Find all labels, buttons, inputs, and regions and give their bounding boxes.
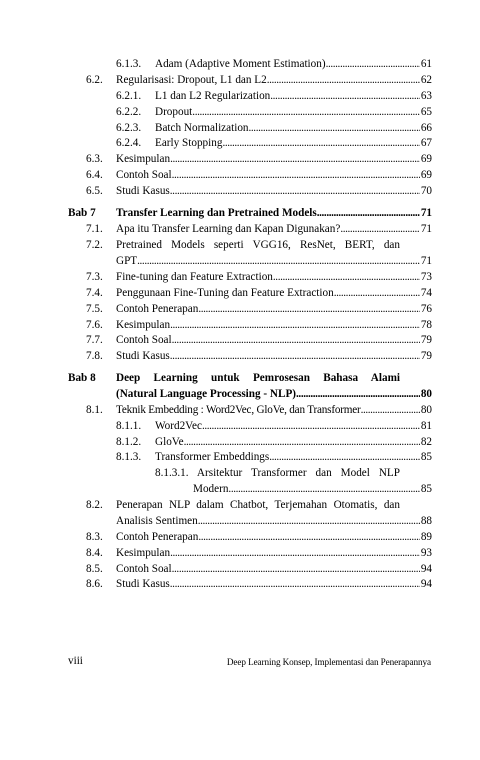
dot-leader	[267, 73, 420, 88]
toc-row	[0, 318, 480, 333]
toc-page: 79	[420, 334, 432, 346]
toc-row	[0, 270, 480, 285]
toc-entry	[116, 152, 432, 167]
toc-row-continuation	[0, 482, 480, 497]
toc-page: 94	[420, 578, 432, 590]
toc-page: 80	[420, 404, 432, 416]
toc-page: 85	[420, 483, 432, 495]
toc-entry	[116, 530, 432, 545]
toc-page: 67	[420, 137, 432, 149]
toc-title[interactable]: Kesimpulan	[116, 153, 171, 165]
toc-page: 74	[420, 287, 432, 299]
toc-entry	[155, 121, 432, 136]
toc-number: 6.3.	[86, 153, 103, 165]
toc-title[interactable]: Apa itu Transfer Learning dan Kapan Digunakan?	[116, 223, 341, 235]
toc-title[interactable]: Penerapan NLP dalam Chatbot, Terjemahan Otomatis, dan	[116, 499, 400, 511]
toc-title[interactable]: Contoh Soal	[116, 334, 172, 346]
toc-number: 7.7.	[86, 334, 103, 346]
toc-entry	[116, 546, 432, 561]
toc-title[interactable]: Modern	[193, 483, 229, 495]
toc-entry	[116, 333, 432, 348]
running-footer-title: Deep Learning Konsep, Implementasi dan Penerapannya	[226, 657, 431, 667]
dot-leader	[170, 184, 420, 199]
toc-number: 8.1.1.	[116, 420, 142, 432]
toc-entry	[116, 238, 400, 253]
toc-page: 94	[420, 563, 432, 575]
toc-title[interactable]: Word2Vec	[155, 420, 202, 432]
toc-chapter-row-continuation	[0, 387, 480, 402]
dot-leader	[334, 286, 420, 301]
toc-entry	[116, 73, 432, 88]
toc-page: 85	[420, 451, 432, 463]
toc-title[interactable]: Pretrained Models seperti VGG16, ResNet, BERT, dan	[116, 239, 400, 251]
toc-number: 8.3.	[86, 531, 103, 543]
toc-page: 79	[420, 350, 432, 362]
dot-leader	[170, 577, 420, 592]
toc-number: 8.1.3.	[116, 451, 142, 463]
toc-page: 71	[420, 223, 432, 235]
toc-row	[0, 238, 480, 253]
toc-title[interactable]: Studi Kasus	[116, 578, 170, 590]
toc-page: 65	[420, 106, 432, 118]
toc-title[interactable]: Kesimpulan	[116, 319, 171, 331]
toc-title[interactable]: 8.1.3.1. Arsitektur Transformer dan Model NLP	[155, 467, 400, 479]
toc-row	[0, 121, 480, 136]
toc-number: 6.1.3.	[116, 58, 142, 70]
toc-title[interactable]: Penggunaan Fine-Tuning dan Feature Extraction	[116, 287, 334, 299]
toc-number: 7.4.	[86, 287, 103, 299]
toc-row	[0, 435, 480, 450]
toc-page: 66	[420, 122, 432, 134]
toc-page: 93	[420, 547, 432, 559]
dot-leader	[170, 349, 420, 364]
toc-number: 7.5.	[86, 303, 103, 315]
toc-number: 8.5.	[86, 563, 103, 575]
toc-row	[0, 498, 480, 513]
toc-entry	[116, 562, 432, 577]
toc-entry	[116, 286, 432, 301]
toc-entry	[116, 206, 432, 221]
toc-page: 63	[420, 90, 432, 102]
dot-leader	[222, 136, 419, 151]
toc-number: 7.1.	[86, 223, 103, 235]
toc-entry	[116, 254, 432, 269]
toc-number: 8.2.	[86, 499, 103, 511]
toc-entry	[116, 168, 432, 183]
dot-leader	[198, 530, 419, 545]
toc-number: 6.5.	[86, 185, 103, 197]
toc-row	[0, 152, 480, 167]
toc-title[interactable]: Contoh Penerapan	[116, 531, 199, 543]
toc-row	[0, 184, 480, 199]
dot-leader	[170, 546, 420, 561]
toc-entry	[116, 222, 432, 237]
dot-leader	[172, 562, 420, 577]
toc-entry	[116, 577, 432, 592]
chapter-number: Bab 8	[68, 372, 96, 384]
toc-number: 7.2.	[86, 239, 103, 251]
toc-entry	[116, 349, 432, 364]
toc-title[interactable]: Analisis Sentimen	[116, 515, 198, 527]
toc-page: 76	[420, 303, 432, 315]
toc-page: 62	[420, 74, 432, 86]
dot-leader	[172, 168, 420, 183]
toc-number: 7.8.	[86, 350, 103, 362]
toc-number: 6.2.2.	[116, 106, 142, 118]
toc-title[interactable]: Dropout	[155, 106, 193, 118]
toc-title[interactable]: Adam (Adaptive Moment Estimation)	[155, 58, 326, 70]
toc-title[interactable]: Regularisasi: Dropout, L1 dan L2	[116, 74, 267, 86]
dot-leader	[137, 254, 420, 269]
toc-title[interactable]: Fine-tuning dan Feature Extraction	[116, 271, 273, 283]
toc-number: 6.4.	[86, 169, 103, 181]
dot-leader	[202, 419, 420, 434]
toc-entry	[116, 318, 432, 333]
toc-entry	[155, 105, 432, 120]
dot-leader	[249, 121, 420, 136]
toc-entry	[155, 136, 432, 151]
toc-entry	[116, 498, 400, 513]
toc-row	[0, 546, 480, 561]
toc-page: 70	[420, 185, 432, 197]
toc-row	[0, 105, 480, 120]
toc-number: 7.3.	[86, 271, 103, 283]
chapter-number: Bab 7	[68, 207, 96, 219]
toc-page: 88	[420, 515, 432, 527]
toc-number: 8.6.	[86, 578, 103, 590]
dot-leader	[270, 89, 420, 104]
toc-entry	[155, 435, 432, 450]
toc-row	[0, 168, 480, 183]
chapter-title[interactable]: Deep Learning untuk Pemrosesan Bahasa Alami	[116, 372, 400, 384]
toc-entry	[155, 466, 400, 481]
toc-row	[0, 403, 480, 418]
toc-title[interactable]: GloVe	[155, 436, 184, 448]
toc-row	[0, 73, 480, 88]
toc-page: 78	[420, 319, 432, 331]
dot-leader	[340, 222, 420, 237]
toc-number: 7.6.	[86, 319, 103, 331]
toc-title[interactable]: Studi Kasus	[116, 350, 170, 362]
toc-page: 82	[420, 436, 432, 448]
dot-leader	[228, 482, 419, 497]
dot-leader	[172, 333, 420, 348]
toc-title[interactable]: Teknik Embedding : Word2Vec, GloVe, dan Transformer	[116, 404, 361, 416]
dot-leader	[198, 514, 420, 529]
toc-title[interactable]: Contoh Soal	[116, 563, 172, 575]
toc-entry	[193, 482, 432, 497]
toc-number: 6.2.	[86, 74, 103, 86]
toc-title[interactable]: Contoh Soal	[116, 169, 172, 181]
toc-row	[0, 286, 480, 301]
toc-row	[0, 349, 480, 364]
toc-page: 89	[420, 531, 432, 543]
toc-page: 71	[420, 255, 432, 267]
toc-entry	[116, 270, 432, 285]
toc-row-continuation	[0, 254, 480, 269]
dot-leader	[296, 387, 420, 402]
toc-number: 8.4.	[86, 547, 103, 559]
toc-entry	[116, 302, 432, 317]
toc-page: 80	[420, 388, 432, 400]
dot-leader	[170, 152, 420, 167]
dot-leader	[326, 57, 420, 72]
toc-row	[0, 577, 480, 592]
dot-leader	[170, 318, 420, 333]
dot-leader	[184, 435, 420, 450]
toc-entry	[116, 184, 432, 199]
toc-page: 71	[420, 207, 432, 219]
page-number-label: viii	[68, 655, 83, 667]
toc-number: 6.2.1.	[116, 90, 142, 102]
toc-title[interactable]: Batch Normalization	[155, 122, 249, 134]
dot-leader	[273, 270, 420, 285]
toc-number: 8.1.2.	[116, 436, 142, 448]
chapter-title[interactable]: (Natural Language Processing - NLP)	[116, 388, 297, 400]
dot-leader	[317, 206, 420, 221]
toc-row	[0, 419, 480, 434]
toc-entry	[155, 89, 432, 104]
toc-number: 6.2.3.	[116, 122, 142, 134]
dot-leader	[269, 450, 420, 465]
toc-entry	[116, 387, 432, 402]
toc-chapter-row	[0, 206, 480, 221]
toc-row	[0, 89, 480, 104]
toc-title[interactable]: Transformer Embeddings	[155, 451, 270, 463]
toc-title[interactable]: L1 dan L2 Regularization	[155, 90, 271, 102]
toc-row	[0, 562, 480, 577]
toc-title[interactable]: Early Stopping	[155, 137, 223, 149]
toc-page: 73	[420, 271, 432, 283]
toc-entry	[116, 371, 400, 386]
toc-row	[0, 466, 480, 481]
toc-row	[0, 530, 480, 545]
toc-number: 8.1.	[86, 404, 103, 416]
dot-leader	[198, 302, 419, 317]
toc-row	[0, 57, 480, 72]
toc-row	[0, 222, 480, 237]
toc-entry	[116, 403, 432, 418]
chapter-title[interactable]: Transfer Learning dan Pretrained Models	[116, 207, 317, 219]
dot-leader	[361, 403, 420, 418]
toc-row	[0, 136, 480, 151]
toc-page: 61	[420, 58, 432, 70]
toc-entry	[155, 419, 432, 434]
toc-row-continuation	[0, 514, 480, 529]
toc-entry	[155, 450, 432, 465]
dot-leader	[192, 105, 420, 120]
toc-row	[0, 450, 480, 465]
toc-title[interactable]: GPT	[116, 255, 138, 267]
toc-entry	[155, 57, 432, 72]
toc-title[interactable]: Studi Kasus	[116, 185, 170, 197]
toc-entry	[116, 514, 432, 529]
toc-title[interactable]: Kesimpulan	[116, 547, 171, 559]
toc-chapter-row	[0, 371, 480, 386]
toc-page: 69	[420, 153, 432, 165]
toc-title[interactable]: Contoh Penerapan	[116, 303, 199, 315]
toc-row	[0, 333, 480, 348]
toc-page: 69	[420, 169, 432, 181]
toc-page: 81	[420, 420, 432, 432]
toc-number: 6.2.4.	[116, 137, 142, 149]
toc-row	[0, 302, 480, 317]
